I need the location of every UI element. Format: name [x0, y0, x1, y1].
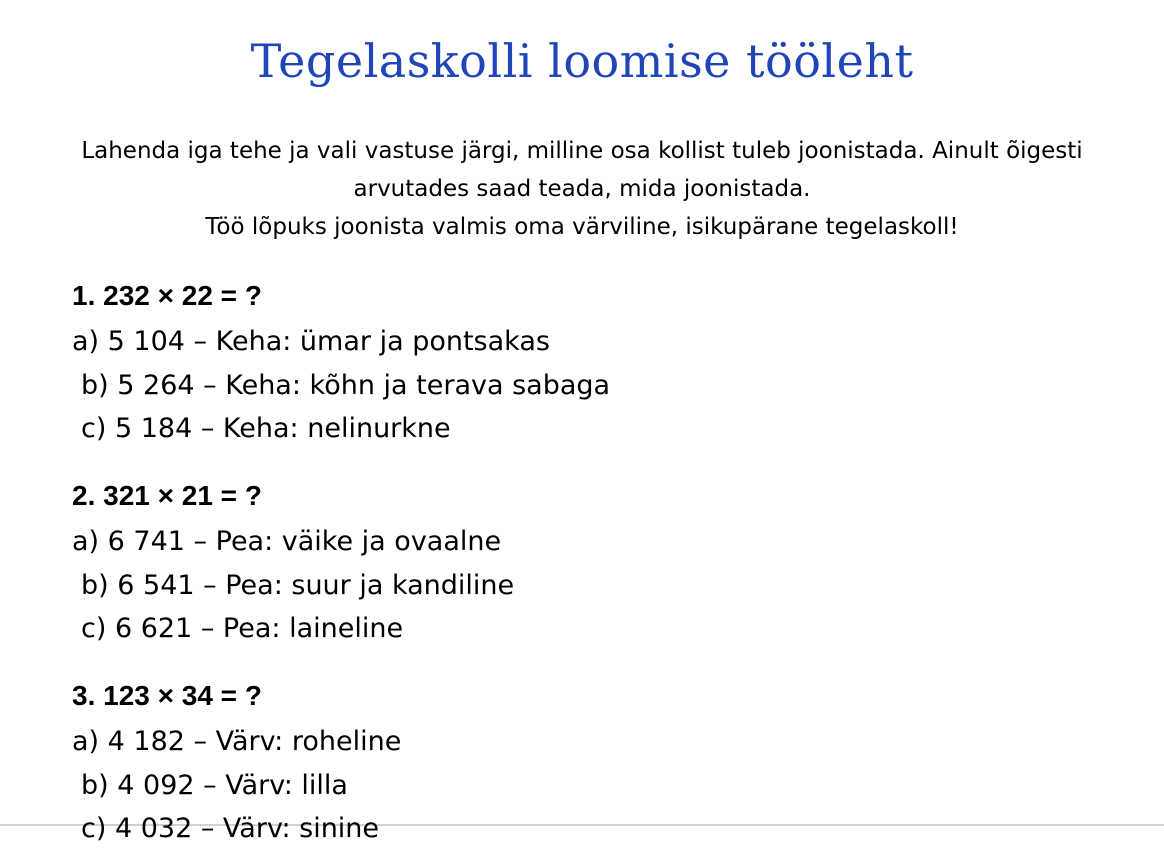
- page-title: Tegelaskolli loomise tööleht: [250, 34, 914, 88]
- task-option-b: b) 5 264 – Keha: kõhn ja terava sabaga: [81, 369, 611, 401]
- task-option-c: c) 6 621 – Pea: laineline: [81, 613, 404, 644]
- task-question: 3. 123 × 34 = ?: [72, 680, 262, 711]
- task-1: [72, 278, 610, 451]
- instructions-line: Töö lõpuks joonista valmis oma värviline, isikupärane tegelaskoll!: [205, 214, 959, 240]
- task-option-a: a) 6 741 – Pea: väike ja ovaalne: [72, 526, 502, 557]
- task-option-a: a) 5 104 – Keha: ümar ja pontsakas: [72, 326, 550, 357]
- task-option-a: a) 4 182 – Värv: roheline: [72, 726, 402, 757]
- task-option-b: b) 4 092 – Värv: lilla: [81, 769, 348, 801]
- instructions-line: arvutades saad teada, mida joonistada.: [353, 176, 811, 202]
- instructions-line: Lahenda iga tehe ja vali vastuse järgi, milline osa kollist tuleb joonistada. Ainult õigesti: [81, 138, 1083, 164]
- task-3: [72, 678, 401, 851]
- task-question: 2. 321 × 21 = ?: [72, 480, 262, 511]
- task-2: [72, 478, 514, 651]
- task-option-c: c) 5 184 – Keha: nelinurkne: [81, 413, 451, 444]
- instructions: [20, 132, 1144, 246]
- task-option-b: b) 6 541 – Pea: suur ja kandiline: [81, 569, 515, 601]
- task-option-c: c) 4 032 – Värv: sinine: [81, 813, 380, 844]
- task-question: 1. 232 × 22 = ?: [72, 280, 262, 311]
